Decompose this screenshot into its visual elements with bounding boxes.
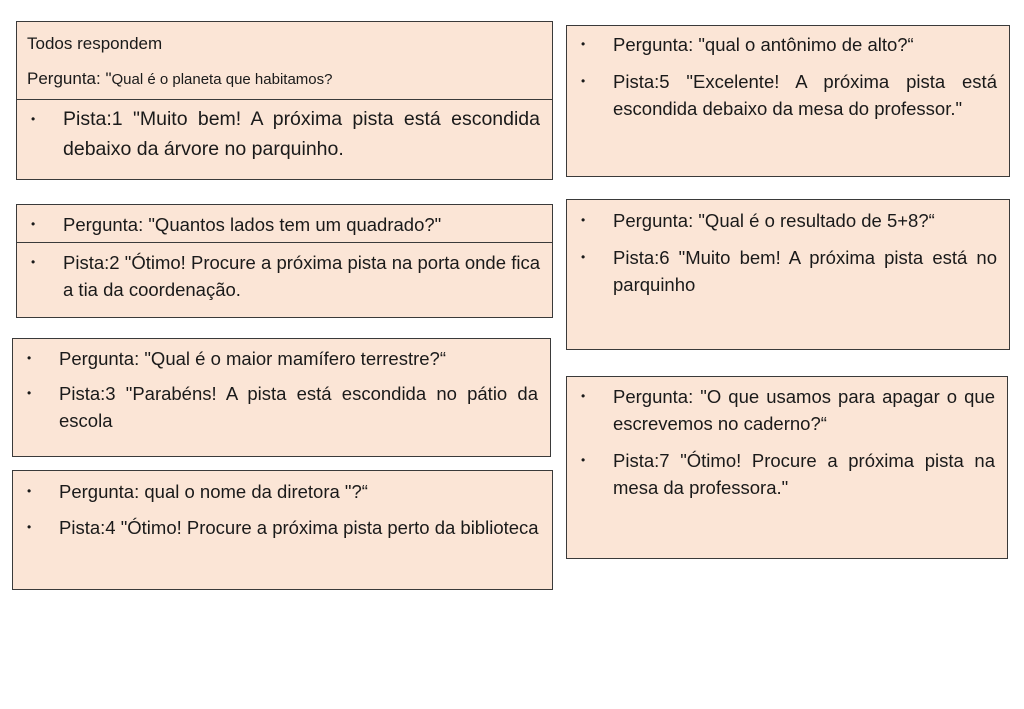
card-divider [17, 242, 552, 243]
clue-card-6 [566, 199, 1010, 350]
question-2: • Pergunta: "Quantos lados tem um quadrado?" [17, 211, 540, 238]
card-header: Todos respondem [27, 34, 163, 53]
question-3: • Pergunta: "Qual é o maior mamífero terrestre?“ [13, 345, 538, 372]
question-6: • Pergunta: "Qual é o resultado de 5+8?“ [567, 207, 997, 234]
card-divider [17, 99, 552, 100]
question-7: • Pergunta: "O que usamos para apagar o que escrevemos no caderno?“ [567, 383, 995, 437]
clue-7: • Pista:7 "Ótimo! Procure a próxima pista na mesa da professora." [567, 447, 995, 501]
clue-4: • Pista:4 "Ótimo! Procure a próxima pista perto da biblioteca [13, 514, 540, 541]
clue-card-3 [12, 338, 551, 457]
question-5: • Pergunta: "qual o antônimo de alto?“ [567, 31, 997, 58]
clue-card-5 [566, 25, 1010, 177]
clue-1: • Pista:1 "Muito bem! A próxima pista está escondida debaixo da árvore no parquinho. [17, 104, 540, 164]
question-1-prefix: Pergunta: " [27, 69, 112, 88]
clue-6: • Pista:6 "Muito bem! A próxima pista está no parquinho [567, 244, 997, 298]
clue-5: • Pista:5 "Excelente! A próxima pista está escondida debaixo da mesa do professor." [567, 68, 997, 122]
clue-card-4 [12, 470, 553, 590]
clue-card-2 [16, 204, 553, 318]
clue-card-1 [16, 21, 553, 180]
clue-card-7 [566, 376, 1008, 559]
question-4: • Pergunta: qual o nome da diretora "?“ [13, 478, 540, 505]
question-1 [17, 65, 552, 93]
clue-3: • Pista:3 "Parabéns! A pista está escondida no pátio da escola [13, 380, 538, 434]
question-1-text: Qual é o planeta que habitamos? [111, 71, 333, 88]
clue-2: • Pista:2 "Ótimo! Procure a próxima pista na porta onde fica a tia da coordenação. [17, 249, 540, 303]
